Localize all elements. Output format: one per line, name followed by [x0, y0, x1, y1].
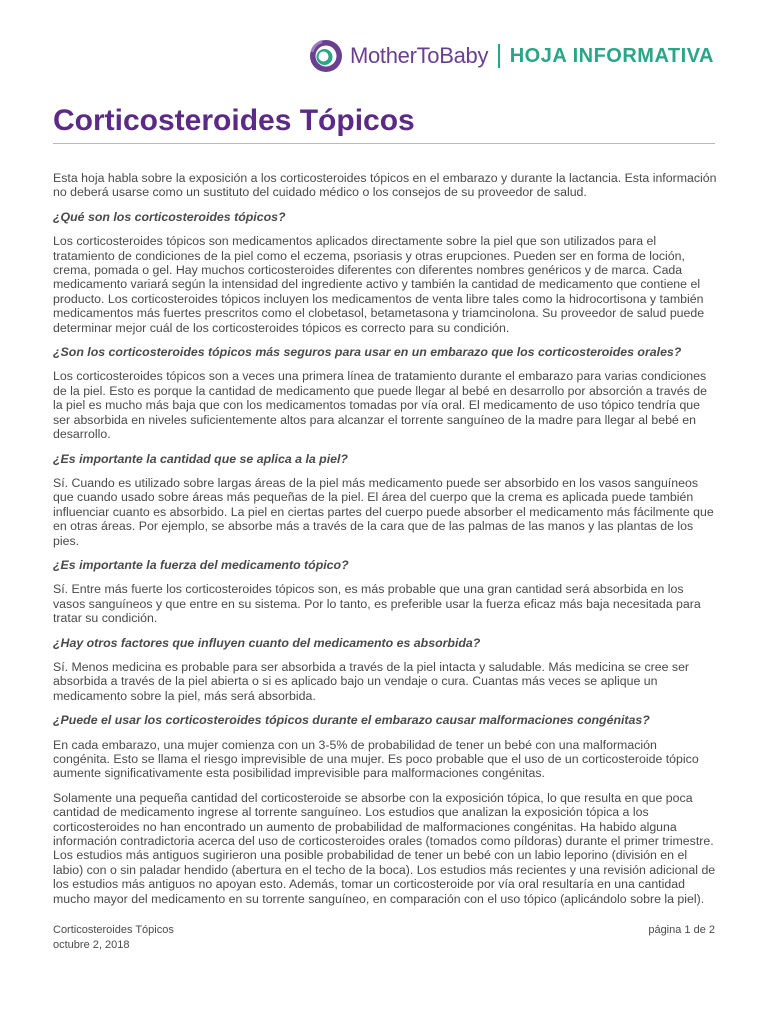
brand-name: MotherToBaby [349, 43, 489, 68]
intro-paragraph: Esta hoja habla sobre la exposición a los corticosteroides tópicos en el embarazo y durante la lactancia. Esta información no deberá usarse como un sustituto del cuidado médico o los consejos de su proveedor de salud. [53, 171, 717, 200]
header-divider [498, 44, 500, 68]
header-tagline: HOJA INFORMATIVA [509, 44, 714, 67]
mothertobaby-logo-icon [308, 38, 344, 74]
section-paragraph: Sí. Menos medicina es probable para ser absorbida a través de la piel intacta y saludable. Más medicina se cree ser absorbida a través de la piel abierta o si es aplicado bajo un vendaje o cura. Cuantas más veces se aplique un medicamento sobre la piel, más será absorbida. [53, 659, 690, 703]
section-heading: ¿Hay otros factores que influyen cuanto del medicamento es absorbida? [53, 635, 481, 650]
title-rule [53, 143, 715, 144]
section-heading: ¿Puede el usar los corticosteroides tópicos durante el embarazo causar malformaciones congénitas? [53, 713, 650, 728]
header [308, 36, 714, 76]
page-title: Corticosteroides Tópicos [53, 104, 415, 137]
document-body [53, 171, 717, 916]
footer-left [53, 923, 174, 952]
section-heading: ¿Es importante la cantidad que se aplica a la piel? [53, 451, 348, 466]
section-paragraph: En cada embarazo, una mujer comienza con un 3-5% de probabilidad de tener un bebé con una malformación congénita. Esto se llama el riesgo imprevisible de una mujer. Es poco probable que el uso de un corticosteroide tópico aumente significativamente esta posibilidad imprevisible para malformaciones congénitas. [53, 737, 699, 781]
section-paragraph: Solamente una pequeña cantidad del corticosteroide se absorbe con la exposición tópica, lo que resulta en que poca cantidad de medicamento ingrese al torrente sanguíneo. Los estudios que analizan la exposición tópica a los corticosteroides no han encontrado un aumento de probabilidad de malformaciones congénitas. Ha habido alguna información contradictoria acerca del uso de corticosteroides orales (tomados como píldoras) durante el primer trimestre. Los estudios más antiguos sugirieron una posible probabilidad de tener un bebé con un labio leporino (división en el labio) con o sin paladar hendido (abertura en el techo de la boca). Los estudios más recientes y una revisión adicional de los estudios más antiguos no apoyan esto. Además, tomar un corticosteroide por vía oral resultaría en una cantidad mucho mayor del medicamento en su torrente sanguíneo, en comparación con el uso tópico (aplicándolo sobre la piel). [53, 790, 716, 906]
section-paragraph: Los corticosteroides tópicos son medicamentos aplicados directamente sobre la piel que son utilizados para el tratamiento de condiciones de la piel como el eczema, psoriasis y otras erupciones. Pueden ser en forma de loción, crema, pomada o gel. Hay muchos corticosteroides diferentes con diferentes nombres genéricos y de marca. Cada medicamento variará según la intensidad del ingrediente activo y también la cantidad de medicamento que contiene el producto. Los corticosteroides tópicos incluyen los medicamentos de venta libre tales como la hidrocortisona y también medicamentos más fuertes prescritos como el clobetasol, betametasona y triamcinolona. Su proveedor de salud puede determinar mejor cuál de los corticosteroides tópicos es correcto para su condición. [53, 234, 705, 335]
footer-date: octubre 2, 2018 [53, 938, 130, 951]
section-paragraph: Sí. Cuando es utilizado sobre largas áreas de la piel más medicamento puede ser absorbido en los vasos sanguíneos que cuando usado sobre áreas más pequeñas de la piel. El área del cuerpo que la crema es aplicada puede también influenciar cuanto es absorbido. La piel en ciertas partes del cuerpo puede absorber el medicamento más fácilmente que en otras áreas. Por ejemplo, se absorbe más a través de la cara que de las palmas de las manos y las plantas de los pies. [53, 475, 714, 548]
section-heading: ¿Qué son los corticosteroides tópicos? [53, 209, 286, 224]
section-heading: ¿Son los corticosteroides tópicos más seguros para usar en un embarazo que los corticosteroides orales? [53, 345, 682, 360]
page-footer [53, 923, 715, 952]
section-paragraph: Los corticosteroides tópicos son a veces una primera línea de tratamiento durante el embarazo para varias condiciones de la piel. Esto es porque la cantidad de medicamento que puede llegar al bebé en desarrollo por absorción a través de la piel es mucho más baja que con los medicamentos tomadas por vía oral. El medicamento de uso tópico tendría que ser absorbida en niveles suficientemente altos para alcanzar el torrente sanguíneo de la madre para llegar al bebé en desarrollo. [53, 369, 707, 442]
section-heading: ¿Es importante la fuerza del medicamento tópico? [53, 557, 349, 572]
footer-doc-title: Corticosteroides Tópicos [53, 924, 174, 936]
footer-page-number: página 1 de 2 [648, 924, 715, 936]
section-paragraph: Sí. Entre más fuerte los corticosteroides tópicos son, es más probable que una gran cantidad será absorbida en los vasos sanguíneos y que entre en su sistema. Por lo tanto, es preferible usar la fuerza eficaz más baja necesitada para tratar su condición. [53, 582, 701, 626]
